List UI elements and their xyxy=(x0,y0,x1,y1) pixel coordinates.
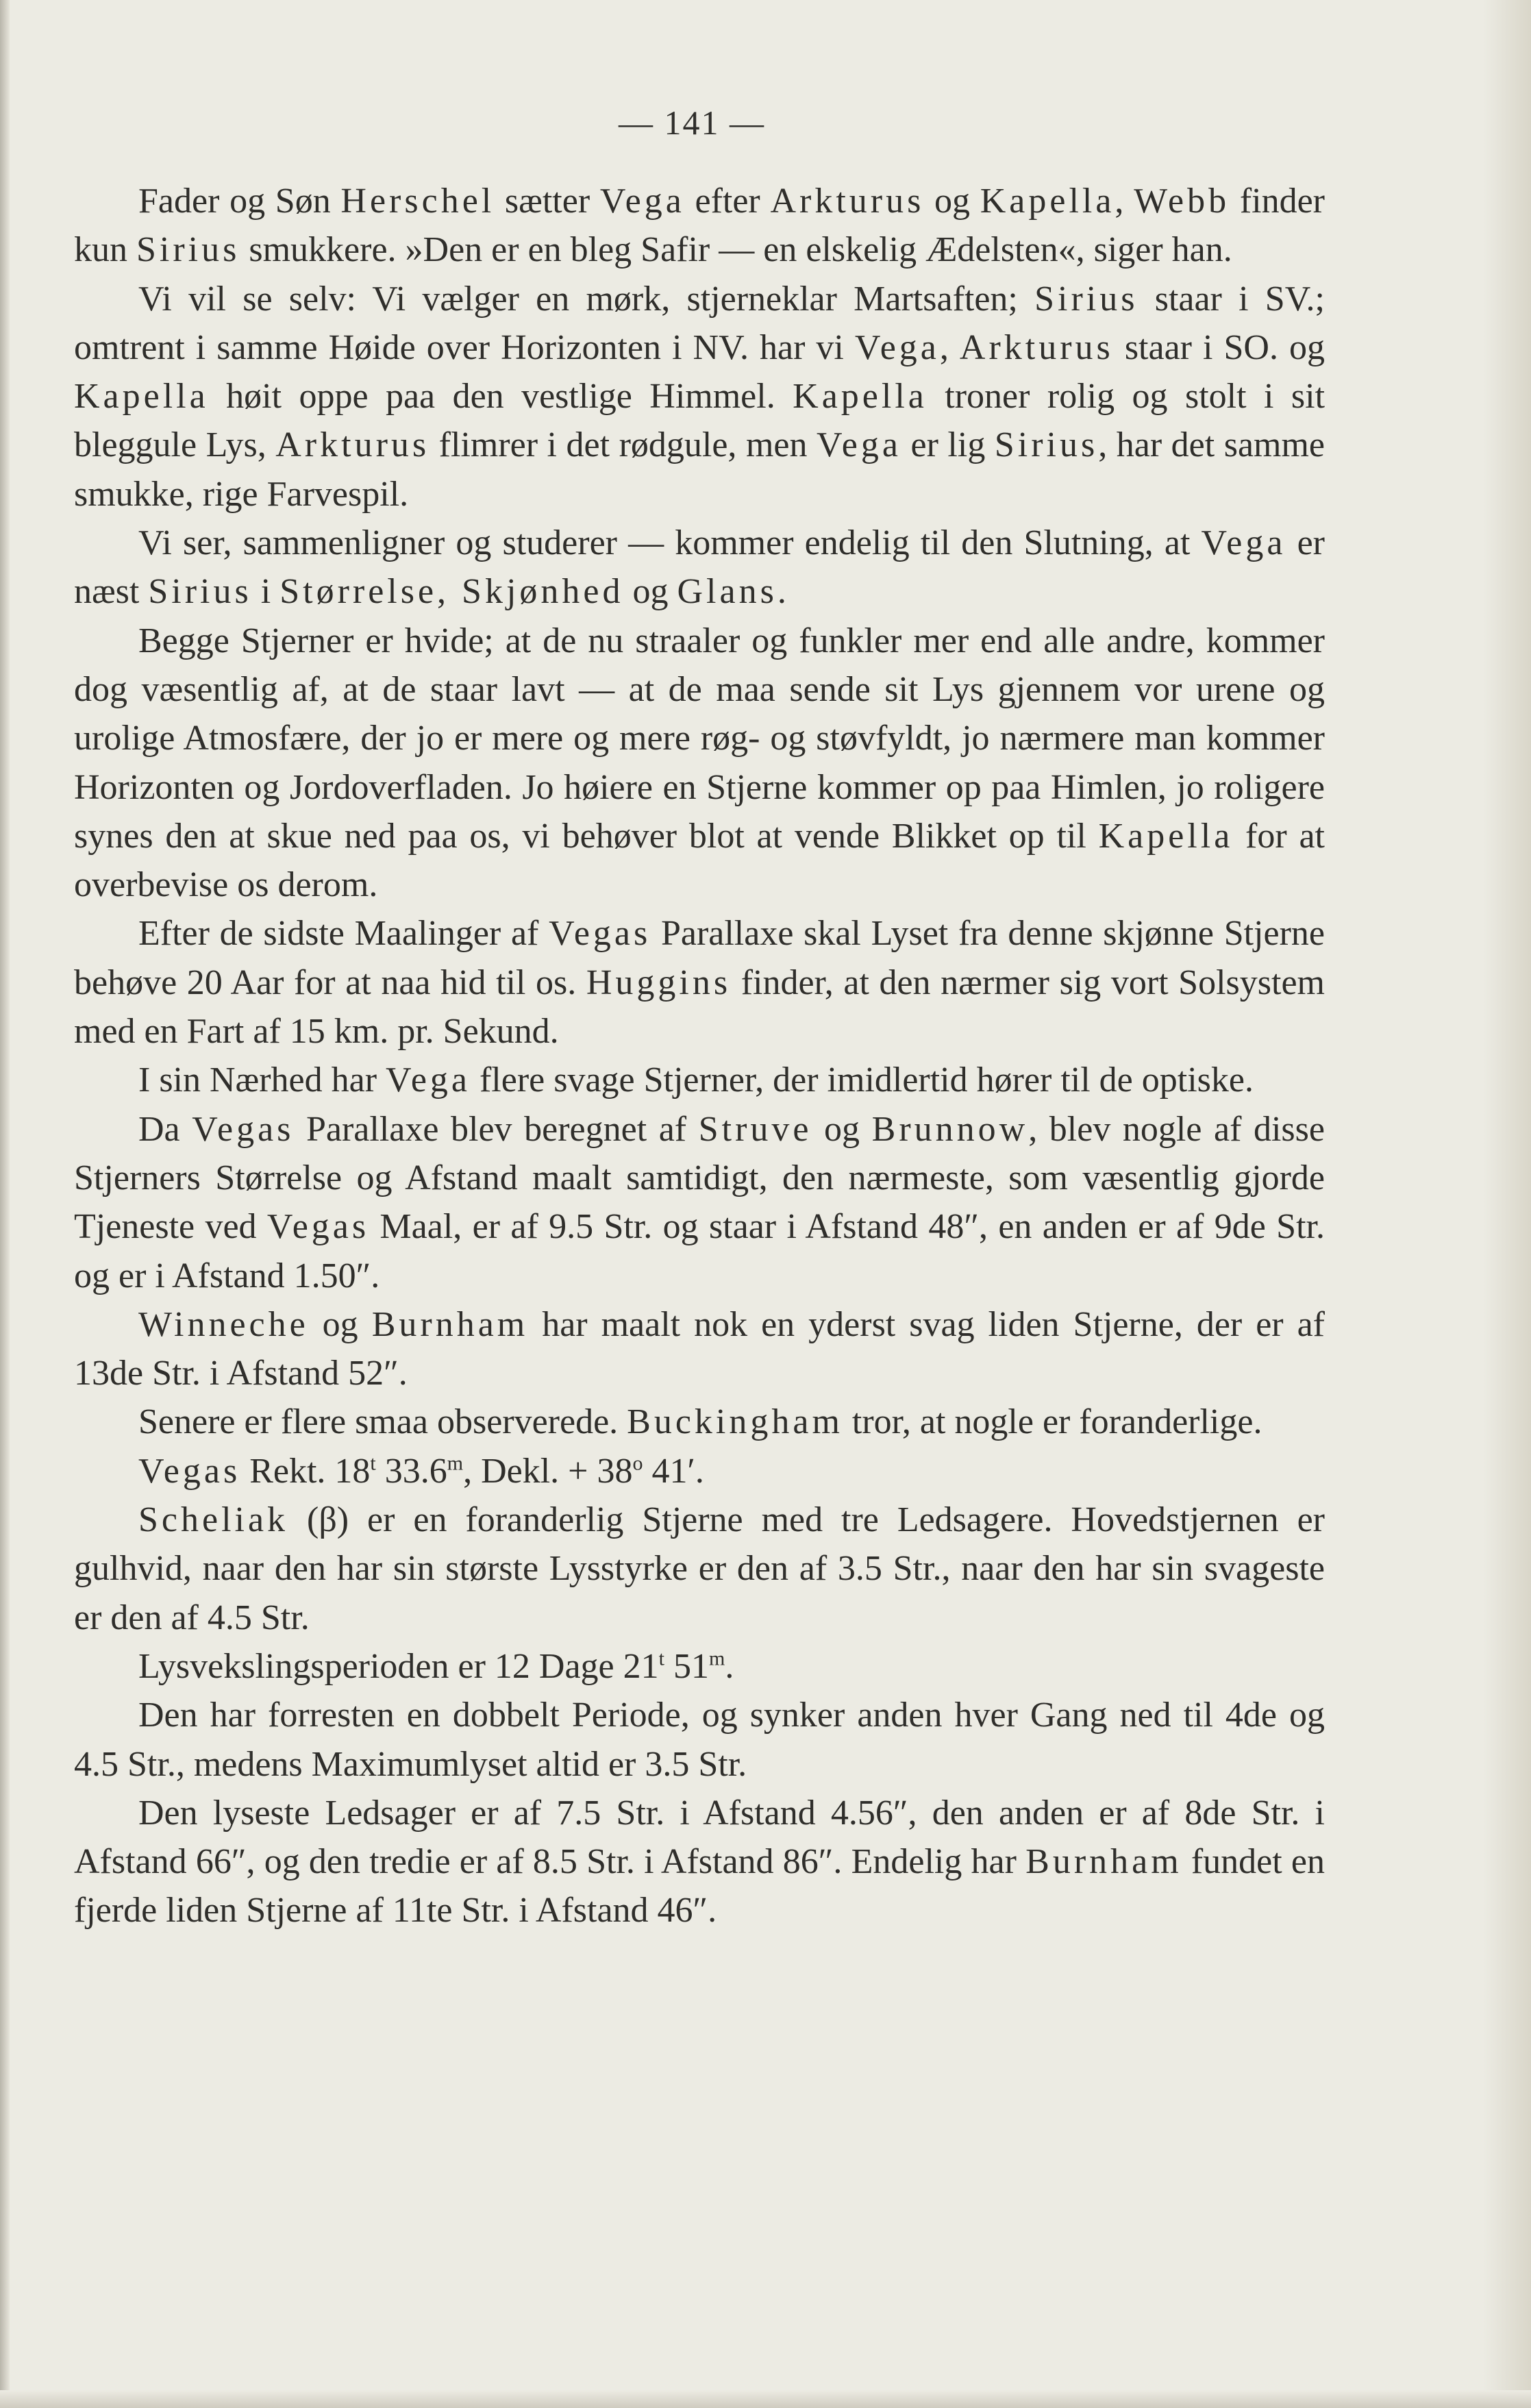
spaced-name: Kapella xyxy=(74,377,209,417)
text-run: Efter de sidste Maalinger af xyxy=(138,914,549,954)
text-run: Den lyseste Ledsager er af 7.5 Str. i Afstand 4.56″, den anden er af 8de Str. i Afstand 66″, og den tredie er af 8.5 Str. i Afstand 86″. Endelig har xyxy=(74,1793,1325,1882)
spaced-name: Sirius xyxy=(148,572,252,612)
spaced-name: Arkturus xyxy=(770,182,925,221)
paragraph-5 xyxy=(74,909,1325,1056)
body-text xyxy=(74,177,1325,1935)
paragraph-4 xyxy=(74,617,1325,910)
text-run: Da xyxy=(138,1109,192,1149)
text-run: Den har forresten en dobbelt Periode, og synker anden hver Gang ned til 4de og 4.5 Str., medens Maximumlyset altid er 3.5 Str. xyxy=(74,1696,1325,1784)
text-run: Vi ser, sammenligner og studerer — kommer endelig til den Slutning, at xyxy=(138,523,1202,563)
text-run: flimrer i det rødgule, men xyxy=(430,425,817,465)
spaced-name: Burnham xyxy=(1025,1842,1182,1882)
text-run: staar i SO. og xyxy=(1113,327,1325,367)
spaced-name: Herschel xyxy=(340,182,495,221)
spaced-name: Winneche xyxy=(138,1304,309,1344)
text-run: troner rolig og stolt i sit bleggule Lys, xyxy=(74,377,1325,465)
superscript: m xyxy=(708,1647,725,1670)
text-run: er næst xyxy=(74,523,1325,612)
text-run: finder kun xyxy=(74,182,1325,270)
text-run: Fader og Søn xyxy=(138,182,341,221)
text-run: Parallaxe blev beregnet af xyxy=(294,1109,699,1149)
page-edge-left xyxy=(0,0,10,2408)
text-run: Vi vil se selv: Vi vælger en mørk, stjerneklar Martsaften; xyxy=(138,279,1035,319)
paragraph-1 xyxy=(74,177,1325,275)
paragraph-14 xyxy=(74,1789,1325,1935)
spaced-name: Sirius xyxy=(994,425,1099,465)
spaced-name: Vega xyxy=(386,1060,471,1100)
text-run: og xyxy=(924,182,980,221)
text-run: , xyxy=(1115,182,1134,221)
spaced-name: Sirius xyxy=(1034,279,1138,319)
text-run: fundet en fjerde liden Stjerne af 11te Str. i Afstand 46″. xyxy=(74,1842,1325,1931)
spaced-name: Størrelse, Skjønhed xyxy=(279,572,624,612)
spaced-name: Vega xyxy=(854,327,940,367)
text-run: flere svage Stjerner, der imidlertid hører til de optiske. xyxy=(470,1060,1254,1100)
superscript: m xyxy=(447,1452,464,1475)
superscript: t xyxy=(658,1647,664,1670)
spaced-name: Kapella xyxy=(793,377,928,417)
text-run: , xyxy=(939,327,960,367)
paragraph-12 xyxy=(74,1642,1325,1691)
text-run: Rekt. 18 xyxy=(240,1451,371,1491)
text-run: smukkere. »Den er en bleg Safir — en elskelig Ædelsten«, siger han. xyxy=(240,230,1232,270)
spaced-name: Kapella xyxy=(1098,816,1234,856)
paragraph-2 xyxy=(74,275,1325,519)
text-run: sætter xyxy=(495,182,600,221)
paragraph-9 xyxy=(74,1398,1325,1446)
text-run: og xyxy=(308,1304,372,1344)
spaced-name: Huggins xyxy=(586,963,732,1002)
spaced-name: Arkturus xyxy=(275,425,430,465)
spaced-name: Struve xyxy=(698,1109,812,1149)
spaced-name: Kapella xyxy=(980,182,1115,221)
text-run: Begge Stjerner er hvide; at de nu straaler og funkler mer end alle andre, kommer dog væsentlig af, at de staar lavt — at de maa sende sit Lys gjennem vor urene og urolige Atmosfære, der jo er mere og mere røg- og støvfyldt, jo nærmere man kommer Horizonten og Jordoverfladen. Jo høiere en Stjerne kommer op paa Himlen, jo roligere synes den at skue ned paa os, vi behøver blot at vende Blikket op til xyxy=(74,621,1325,856)
spaced-name: Webb xyxy=(1134,182,1230,221)
text-run: , har det samme smukke, rige Farvespil. xyxy=(74,425,1325,514)
paragraph-13 xyxy=(74,1691,1325,1789)
text-run: for at overbevise os derom. xyxy=(74,816,1325,905)
text-run: er lig xyxy=(901,425,995,465)
text-run: 33.6 xyxy=(375,1451,447,1491)
spaced-name: Burnham xyxy=(371,1304,529,1344)
spaced-name: Arkturus xyxy=(959,327,1114,367)
text-run: i xyxy=(251,572,280,612)
text-run: , blev nogle af disse Stjerners Størrelse og Afstand maalt samtidigt, den nærmeste, som væsentlig gjorde Tjeneste ved xyxy=(74,1109,1325,1247)
text-run: finder, at den nærmer sig vort Solsystem med en Fart af 15 km. pr. Sekund. xyxy=(74,963,1325,1052)
paragraph-7 xyxy=(74,1105,1325,1300)
text-run: har maalt nok en yderst svag liden Stjerne, der er af 13de Str. i Afstand 52″. xyxy=(74,1304,1325,1393)
text-run: , Dekl. + 38 xyxy=(463,1451,633,1491)
text-run: Senere er flere smaa observerede. xyxy=(138,1402,627,1442)
text-run: Lysvekslingsperioden er 12 Dage 21 xyxy=(138,1646,659,1686)
text-run: og xyxy=(623,572,677,612)
spaced-name: Sirius xyxy=(136,230,240,270)
text-run: Parallaxe skal Lyset fra denne skjønne Stjerne behøve 20 Aar for at naa hid til os. xyxy=(74,914,1325,1002)
superscript: o xyxy=(632,1452,643,1475)
text-run: efter xyxy=(684,182,771,221)
paragraph-3 xyxy=(74,519,1325,617)
text-run: Maal, er af 9.5 Str. og staar i Afstand 48″, en anden er af 9de Str. og er i Afstand 1.50″. xyxy=(74,1207,1325,1295)
page-edge-bottom xyxy=(0,2390,1531,2408)
text-run: 51 xyxy=(664,1646,709,1686)
spaced-name: Vegas xyxy=(266,1207,370,1247)
text-run: og xyxy=(812,1109,872,1149)
text-run: 41′. xyxy=(643,1451,704,1491)
superscript: t xyxy=(370,1452,376,1475)
text-run: høit oppe paa den vestlige Himmel. xyxy=(208,377,793,417)
page-number: — 141 — xyxy=(619,103,765,142)
text-run: . xyxy=(777,572,786,612)
spaced-name: Scheliak xyxy=(138,1500,289,1540)
spaced-name: Vegas xyxy=(192,1109,295,1149)
text-run: . xyxy=(725,1646,734,1686)
paragraph-8 xyxy=(74,1300,1325,1398)
text-run: staar i SV.; omtrent i samme Høide over Horizonten i NV. har vi xyxy=(74,279,1325,367)
paragraph-6 xyxy=(74,1056,1325,1104)
spaced-name: Vega xyxy=(817,425,901,465)
spaced-name: Buckingham xyxy=(627,1402,843,1442)
paragraph-11 xyxy=(74,1495,1325,1642)
paragraph-10 xyxy=(74,1447,1325,1495)
page-edge-right xyxy=(1483,0,1531,2408)
spaced-name: Vega xyxy=(1201,523,1286,563)
spaced-name: Glans xyxy=(677,572,777,612)
spaced-name: Vegas xyxy=(138,1451,241,1491)
spaced-name: Vega xyxy=(599,182,685,221)
spaced-name: Brunnow xyxy=(871,1109,1029,1149)
text-run: tror, at nogle er foranderlige. xyxy=(843,1402,1262,1442)
text-run: (β) er en foranderlig Stjerne med tre Ledsagere. Hovedstjernen er gulhvid, naar den har sin største Lysstyrke er den af 3.5 Str., naar den har sin svageste er den af 4.5 Str. xyxy=(74,1500,1325,1637)
spaced-name: Vegas xyxy=(549,914,651,954)
text-run: I sin Nærhed har xyxy=(138,1060,386,1100)
